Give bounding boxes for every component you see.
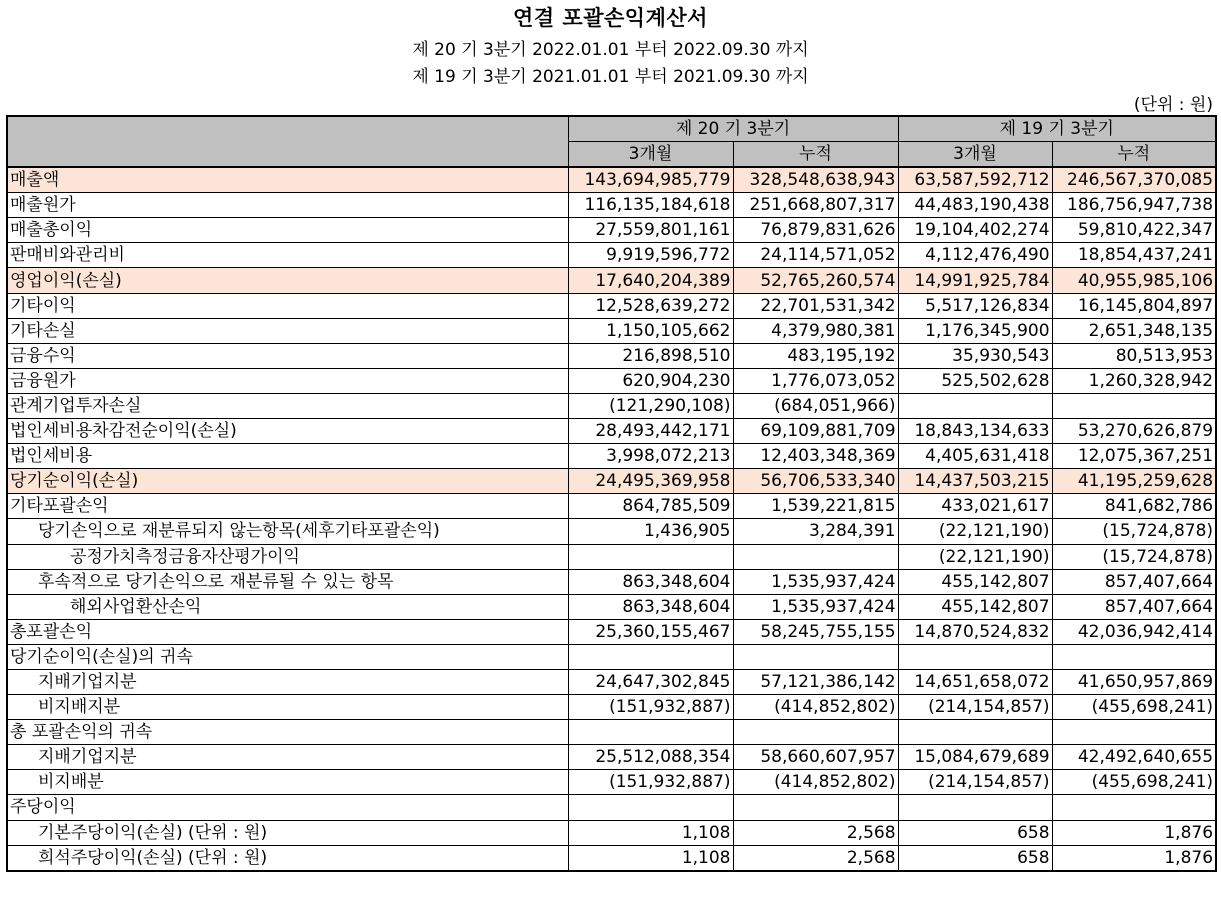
- current-cumulative-value: [733, 795, 898, 820]
- prior-3m-value: (22,121,190): [898, 519, 1052, 544]
- current-3m-value: 25,360,155,467: [568, 619, 733, 644]
- current-cumulative-value: [733, 644, 898, 669]
- table-row: [7, 218, 1216, 243]
- current-3m-value: 17,640,204,389: [568, 268, 733, 293]
- row-label: 영업이익(손실): [7, 268, 568, 293]
- current-cumulative-value: 12,403,348,369: [733, 444, 898, 469]
- current-cumulative-value: 58,660,607,957: [733, 745, 898, 770]
- income-statement-table: [6, 115, 1217, 872]
- prior-3m-value: 19,104,402,274: [898, 218, 1052, 243]
- table-row: [7, 469, 1216, 494]
- prior-cumulative-value: 1,876: [1052, 845, 1216, 871]
- row-label: 당기순이익(손실)의 귀속: [7, 644, 568, 669]
- current-cumulative-value: 2,568: [733, 845, 898, 871]
- current-3m-value: [568, 544, 733, 569]
- table-row: [7, 594, 1216, 619]
- current-cumulative-value: 56,706,533,340: [733, 469, 898, 494]
- header-period-current: 제 20 기 3분기: [568, 116, 898, 142]
- current-3m-value: 9,919,596,772: [568, 243, 733, 268]
- row-label: 법인세비용: [7, 444, 568, 469]
- prior-3m-value: (214,154,857): [898, 770, 1052, 795]
- statement-title: 연결 포괄손익계산서: [513, 6, 708, 30]
- prior-cumulative-value: [1052, 393, 1216, 418]
- current-3m-value: (151,932,887): [568, 770, 733, 795]
- current-3m-value: 863,348,604: [568, 569, 733, 594]
- prior-cumulative-value: 40,955,985,106: [1052, 268, 1216, 293]
- prior-3m-value: 18,843,134,633: [898, 419, 1052, 444]
- header-current-3m: 3개월: [568, 142, 733, 168]
- prior-3m-value: 4,112,476,490: [898, 243, 1052, 268]
- current-cumulative-value: [733, 720, 898, 745]
- current-3m-value: 27,559,801,161: [568, 218, 733, 243]
- current-cumulative-value: 24,114,571,052: [733, 243, 898, 268]
- row-label: 총 포괄손익의 귀속: [7, 720, 568, 745]
- current-cumulative-value: 4,379,980,381: [733, 318, 898, 343]
- current-cumulative-value: 1,535,937,424: [733, 594, 898, 619]
- current-cumulative-value: 2,568: [733, 820, 898, 845]
- prior-3m-value: (22,121,190): [898, 544, 1052, 569]
- current-cumulative-value: 58,245,755,155: [733, 619, 898, 644]
- current-3m-value: 25,512,088,354: [568, 745, 733, 770]
- current-3m-value: [568, 644, 733, 669]
- prior-3m-value: 14,870,524,832: [898, 619, 1052, 644]
- prior-3m-value: 658: [898, 845, 1052, 871]
- row-label: 기본주당이익(손실) (단위 : 원): [7, 820, 568, 845]
- current-3m-value: 1,150,105,662: [568, 318, 733, 343]
- current-3m-value: 28,493,442,171: [568, 419, 733, 444]
- prior-3m-value: 44,483,190,438: [898, 193, 1052, 218]
- current-3m-value: 620,904,230: [568, 368, 733, 393]
- prior-3m-value: 63,587,592,712: [898, 167, 1052, 193]
- current-cumulative-value: 1,539,221,815: [733, 494, 898, 519]
- row-label: 기타이익: [7, 293, 568, 318]
- current-cumulative-value: 22,701,531,342: [733, 293, 898, 318]
- current-3m-value: 24,647,302,845: [568, 669, 733, 694]
- table-row: [7, 845, 1216, 871]
- current-3m-value: 3,998,072,213: [568, 444, 733, 469]
- current-3m-value: 12,528,639,272: [568, 293, 733, 318]
- prior-3m-value: 14,991,925,784: [898, 268, 1052, 293]
- current-3m-value: 1,108: [568, 820, 733, 845]
- current-3m-value: (151,932,887): [568, 695, 733, 720]
- current-3m-value: 863,348,604: [568, 594, 733, 619]
- current-cumulative-value: (414,852,802): [733, 695, 898, 720]
- prior-cumulative-value: 80,513,953: [1052, 343, 1216, 368]
- row-label: 기타포괄손익: [7, 494, 568, 519]
- unit-label: (단위 : 원): [1133, 95, 1213, 115]
- current-3m-value: 1,436,905: [568, 519, 733, 544]
- table-row: [7, 644, 1216, 669]
- prior-3m-value: 35,930,543: [898, 343, 1052, 368]
- prior-cumulative-value: 1,260,328,942: [1052, 368, 1216, 393]
- current-cumulative-value: 76,879,831,626: [733, 218, 898, 243]
- table-row: [7, 193, 1216, 218]
- table-row: [7, 745, 1216, 770]
- table-row: [7, 820, 1216, 845]
- current-cumulative-value: 57,121,386,142: [733, 669, 898, 694]
- table-row: [7, 243, 1216, 268]
- row-label: 기타손실: [7, 318, 568, 343]
- current-3m-value: 1,108: [568, 845, 733, 871]
- current-3m-value: 24,495,369,958: [568, 469, 733, 494]
- current-3m-value: 216,898,510: [568, 343, 733, 368]
- prior-3m-value: 14,651,658,072: [898, 669, 1052, 694]
- prior-3m-value: 455,142,807: [898, 569, 1052, 594]
- prior-cumulative-value: 18,854,437,241: [1052, 243, 1216, 268]
- row-label: 후속적으로 당기손익으로 재분류될 수 있는 항목: [7, 569, 568, 594]
- current-cumulative-value: 328,548,638,943: [733, 167, 898, 193]
- current-cumulative-value: 3,284,391: [733, 519, 898, 544]
- current-3m-value: 143,694,985,779: [568, 167, 733, 193]
- row-label: 희석주당이익(손실) (단위 : 원): [7, 845, 568, 871]
- prior-cumulative-value: 186,756,947,738: [1052, 193, 1216, 218]
- row-label: 해외사업환산손익: [7, 594, 568, 619]
- prior-3m-value: 15,084,679,689: [898, 745, 1052, 770]
- header-current-cumulative: 누적: [733, 142, 898, 168]
- table-row: [7, 444, 1216, 469]
- row-label: 관계기업투자손실: [7, 393, 568, 418]
- row-label: 지배기업지분: [7, 669, 568, 694]
- current-3m-value: [568, 720, 733, 745]
- table-row: [7, 494, 1216, 519]
- current-cumulative-value: 52,765,260,574: [733, 268, 898, 293]
- table-row: [7, 669, 1216, 694]
- row-label: 매출총이익: [7, 218, 568, 243]
- row-label: 금융원가: [7, 368, 568, 393]
- row-label: 비지배지분: [7, 695, 568, 720]
- prior-cumulative-value: (455,698,241): [1052, 770, 1216, 795]
- prior-3m-value: 1,176,345,900: [898, 318, 1052, 343]
- row-label: 공정가치측정금융자산평가이익: [7, 544, 568, 569]
- current-cumulative-value: 1,776,073,052: [733, 368, 898, 393]
- prior-cumulative-value: 857,407,664: [1052, 594, 1216, 619]
- current-cumulative-value: 483,195,192: [733, 343, 898, 368]
- row-label: 주당이익: [7, 795, 568, 820]
- prior-cumulative-value: (15,724,878): [1052, 544, 1216, 569]
- table-row: [7, 343, 1216, 368]
- header-period-prior: 제 19 기 3분기: [898, 116, 1216, 142]
- table-row: [7, 569, 1216, 594]
- current-cumulative-value: (684,051,966): [733, 393, 898, 418]
- prior-3m-value: [898, 795, 1052, 820]
- current-cumulative-value: 69,109,881,709: [733, 419, 898, 444]
- row-label: 비지배분: [7, 770, 568, 795]
- table-row: [7, 268, 1216, 293]
- prior-3m-value: 4,405,631,418: [898, 444, 1052, 469]
- prior-cumulative-value: 42,036,942,414: [1052, 619, 1216, 644]
- row-label: 판매비와관리비: [7, 243, 568, 268]
- table-row: [7, 795, 1216, 820]
- prior-3m-value: 525,502,628: [898, 368, 1052, 393]
- table-row: [7, 419, 1216, 444]
- prior-cumulative-value: 2,651,348,135: [1052, 318, 1216, 343]
- header-row-periods: [7, 116, 1216, 142]
- prior-cumulative-value: 841,682,786: [1052, 494, 1216, 519]
- table-row: [7, 368, 1216, 393]
- current-3m-value: (121,290,108): [568, 393, 733, 418]
- header-prior-cumulative: 누적: [1052, 142, 1216, 168]
- prior-cumulative-value: 53,270,626,879: [1052, 419, 1216, 444]
- table-row: [7, 695, 1216, 720]
- current-period-subtitle: 제 20 기 3분기 2022.01.01 부터 2022.09.30 까지: [412, 40, 809, 60]
- prior-cumulative-value: 59,810,422,347: [1052, 218, 1216, 243]
- row-label: 지배기업지분: [7, 745, 568, 770]
- row-label: 법인세비용차감전순이익(손실): [7, 419, 568, 444]
- prior-cumulative-value: [1052, 795, 1216, 820]
- prior-3m-value: [898, 720, 1052, 745]
- prior-3m-value: 5,517,126,834: [898, 293, 1052, 318]
- row-label: 매출액: [7, 167, 568, 193]
- table-row: [7, 393, 1216, 418]
- prior-cumulative-value: 41,195,259,628: [1052, 469, 1216, 494]
- prior-3m-value: [898, 644, 1052, 669]
- current-cumulative-value: 251,668,807,317: [733, 193, 898, 218]
- statement-body: [7, 167, 1216, 871]
- current-3m-value: 116,135,184,618: [568, 193, 733, 218]
- current-cumulative-value: 1,535,937,424: [733, 569, 898, 594]
- table-row: [7, 720, 1216, 745]
- prior-cumulative-value: 1,876: [1052, 820, 1216, 845]
- prior-cumulative-value: 42,492,640,655: [1052, 745, 1216, 770]
- prior-period-subtitle: 제 19 기 3분기 2021.01.01 부터 2021.09.30 까지: [412, 67, 809, 87]
- table-row: [7, 167, 1216, 193]
- row-label: 당기순이익(손실): [7, 469, 568, 494]
- row-label: 당기손익으로 재분류되지 않는항목(세후기타포괄손익): [7, 519, 568, 544]
- table-row: [7, 619, 1216, 644]
- current-3m-value: 864,785,509: [568, 494, 733, 519]
- prior-cumulative-value: 857,407,664: [1052, 569, 1216, 594]
- prior-cumulative-value: (15,724,878): [1052, 519, 1216, 544]
- table-row: [7, 519, 1216, 544]
- prior-3m-value: 658: [898, 820, 1052, 845]
- row-label: 총포괄손익: [7, 619, 568, 644]
- prior-cumulative-value: 41,650,957,869: [1052, 669, 1216, 694]
- row-label: 매출원가: [7, 193, 568, 218]
- prior-cumulative-value: 12,075,367,251: [1052, 444, 1216, 469]
- prior-3m-value: (214,154,857): [898, 695, 1052, 720]
- prior-cumulative-value: 246,567,370,085: [1052, 167, 1216, 193]
- header-account-cell: [7, 116, 568, 167]
- header-prior-3m: 3개월: [898, 142, 1052, 168]
- row-label: 금융수익: [7, 343, 568, 368]
- prior-cumulative-value: [1052, 720, 1216, 745]
- prior-cumulative-value: (455,698,241): [1052, 695, 1216, 720]
- table-row: [7, 544, 1216, 569]
- current-cumulative-value: (414,852,802): [733, 770, 898, 795]
- prior-3m-value: 455,142,807: [898, 594, 1052, 619]
- prior-cumulative-value: [1052, 644, 1216, 669]
- current-cumulative-value: [733, 544, 898, 569]
- prior-3m-value: 14,437,503,215: [898, 469, 1052, 494]
- prior-3m-value: [898, 393, 1052, 418]
- prior-cumulative-value: 16,145,804,897: [1052, 293, 1216, 318]
- prior-3m-value: 433,021,617: [898, 494, 1052, 519]
- table-row: [7, 293, 1216, 318]
- table-row: [7, 770, 1216, 795]
- table-row: [7, 318, 1216, 343]
- current-3m-value: [568, 795, 733, 820]
